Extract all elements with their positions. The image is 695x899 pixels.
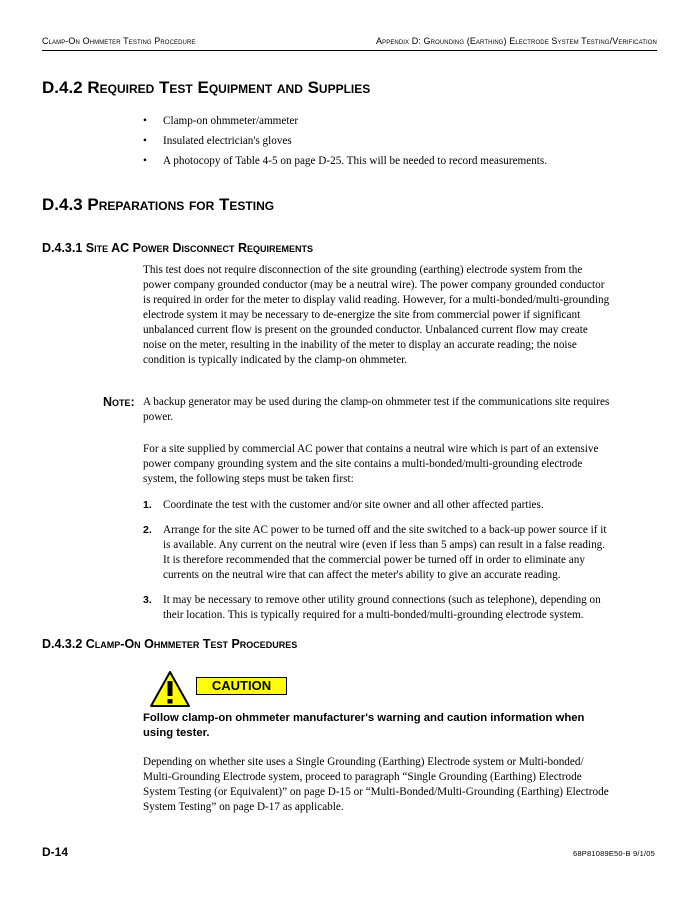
list-item: • Clamp-on ohmmeter/ammeter xyxy=(143,114,623,134)
section-heading-d4-2: D.4.2 Required Test Equipment and Supplies xyxy=(42,78,371,97)
list-item xyxy=(143,498,613,513)
step-number: 1. xyxy=(143,499,152,511)
note-label: Note: xyxy=(103,395,135,409)
step-text: Arrange for the site AC power to be turned off and the site switched to a back-up power source if it is available. Any current on the neutral wire (even if less than 5 amps) can result in a false reading. It is therefore recommended that the commercial power be turned off in order to eliminate any currents on the neutral wire that can affect the meter's ability to give an accurate reading. xyxy=(163,524,607,581)
warning-triangle-icon xyxy=(149,670,191,708)
running-header-left: Clamp-On Ohmmeter Testing Procedure xyxy=(42,36,196,46)
caution-text: Follow clamp-on ohmmeter manufacturer's warning and caution information when using tester. xyxy=(143,712,585,739)
step-text: It may be necessary to remove other utility ground connections (such as telephone), depending on their location. This is typically required for a multi-bonded/multi-grounding electrode system. xyxy=(163,594,601,621)
step-text: Coordinate the test with the customer and/or site owner and all other affected parties. xyxy=(163,499,544,511)
list-item: • A photocopy of Table 4-5 on page D-25. This will be needed to record measurements. xyxy=(143,154,623,174)
document-id: 68P81089E50-B 9/1/05 xyxy=(573,849,655,858)
note-text: A backup generator may be used during the clamp-on ohmmeter test if the communications site requires power. xyxy=(143,396,610,423)
steps-intro: For a site supplied by commercial AC power that contains a neutral wire which is part of an extensive power company grounding system and the site contains a multi-bonded/multi-grounding electrode system, the following steps must be taken first: xyxy=(143,443,599,485)
header-rule xyxy=(42,50,657,51)
procedure-paragraph: Depending on whether site uses a Single Grounding (Earthing) Electrode system or Multi-bonded/ Multi-Grounding Electrode system, proceed to paragraph “Single Grounding (Earthing) Electrode System Testing (or Equivalent)” on page D-15 or “Multi-Bonded/Multi-Grounding (Earthing) Electrode System Testing” on page D-17 as applicable. xyxy=(143,756,609,813)
equipment-list xyxy=(143,114,623,174)
caution-badge: CAUTION xyxy=(196,677,287,695)
preparation-steps xyxy=(143,498,613,633)
subsection-heading-d4-3-1: D.4.3.1 Site AC Power Disconnect Requirements xyxy=(42,241,313,255)
list-item: • Insulated electrician's gloves xyxy=(143,134,623,154)
subsection-heading-d4-3-2: D.4.3.2 Clamp-On Ohmmeter Test Procedures xyxy=(42,637,298,651)
page-number: D-14 xyxy=(42,845,69,859)
running-header-right: Appendix D: Grounding (Earthing) Electrode System Testing/Verification xyxy=(376,36,657,46)
list-item xyxy=(143,593,613,623)
list-item xyxy=(143,523,613,583)
section-heading-d4-3: D.4.3 Preparations for Testing xyxy=(42,195,275,214)
step-number: 2. xyxy=(143,524,152,536)
step-number: 3. xyxy=(143,594,152,606)
disconnect-paragraph: This test does not require disconnection of the site grounding (earthing) electrode system from the power company grounded conductor (may be a neutral wire). The power company grounded conductor is required in order for the meter to display valid reading. However, for a multi-bonded/multi-grounding electrode system it may be necessary to de-energize the site from commercial power if significant unbalanced current flow is present on the grounded conductor. Unbalanced current flow may create noise on the meter, resulting in the inability of the meter to display an accurate reading; the noise condition is typically indicated by the clamp-on ohmmeter. xyxy=(143,264,610,366)
